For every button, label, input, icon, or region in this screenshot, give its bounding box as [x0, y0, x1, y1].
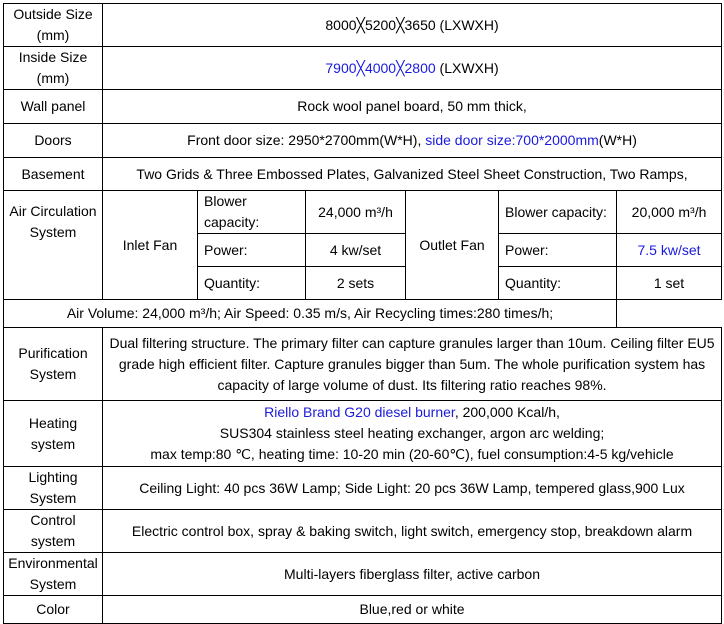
- color-label: Color: [4, 596, 103, 624]
- wall-panel-value: Rock wool panel board, 50 mm thick,: [103, 90, 722, 124]
- row-color: [4, 596, 722, 624]
- row-environmental: [4, 553, 722, 596]
- purification-value: Dual filtering structure. The primary filter can capture granules larger than 10um. Ceiling filter EU5 grade high efficient filter. Capture granules bigger than 5um. The whole purification system has capacity of large volume of dust. Its filtering ratio reaches 98%.: [103, 328, 722, 401]
- doors-value: [103, 124, 722, 158]
- outlet-blower-key: Blower capacity:: [499, 191, 617, 234]
- row-basement: [4, 158, 722, 191]
- outlet-quantity-value: 1 set: [617, 267, 722, 300]
- spec-table: [3, 3, 722, 624]
- inlet-power-key: Power:: [198, 234, 306, 267]
- row-outside-size: [4, 4, 722, 47]
- row-heating: [4, 401, 722, 467]
- air-row-summary: [4, 300, 722, 328]
- inlet-blower-value: 24,000 m³/h: [306, 191, 406, 234]
- row-purification: [4, 328, 722, 401]
- inside-size-rest: (LXWXH): [435, 59, 499, 76]
- environmental-label: Environmental System: [4, 553, 103, 596]
- outlet-fan-label: Outlet Fan: [406, 191, 499, 300]
- air-summary: Air Volume: 24,000 m³/h; Air Speed: 0.35 m/s, Air Recycling times:280 times/h;: [4, 300, 617, 328]
- basement-value: Two Grids & Three Embossed Plates, Galvanized Steel Sheet Construction, Two Ramps,: [103, 158, 722, 191]
- control-label: Control system: [4, 510, 103, 553]
- heating-line-3: max temp:80 ℃, heating time: 10-20 min (20-60℃), fuel consumption:4-5 kg/vehicle: [150, 446, 674, 462]
- outlet-quantity-key: Quantity:: [499, 267, 617, 300]
- outside-size-label: Outside Size (mm): [4, 4, 103, 47]
- inside-size-label: Inside Size (mm): [4, 47, 103, 90]
- row-inside-size: [4, 47, 722, 90]
- inlet-quantity-key: Quantity:: [198, 267, 306, 300]
- heating-value: [103, 401, 722, 467]
- environmental-value: Multi-layers fiberglass filter, active carbon: [103, 553, 722, 596]
- inlet-blower-key: Blower capacity:: [198, 191, 306, 234]
- control-value: Electric control box, spray & baking switch, light switch, emergency stop, breakdown alarm: [103, 510, 722, 553]
- inside-size-highlight: 7900╳4000╳2800: [325, 59, 436, 76]
- row-lighting: [4, 467, 722, 510]
- row-wall-panel: [4, 90, 722, 124]
- heating-line-1: [107, 402, 717, 423]
- basement-label: Basement: [4, 158, 103, 191]
- doors-part1: Front door size: 2950*2700mm(W*H),: [187, 132, 426, 148]
- row-doors: [4, 124, 722, 158]
- inlet-fan-label: Inlet Fan: [103, 191, 198, 300]
- heating-label: Heating system: [4, 401, 103, 467]
- row-control: [4, 510, 722, 553]
- inside-size-value: [103, 47, 722, 90]
- lighting-value: Ceiling Light: 40 pcs 36W Lamp; Side Light: 20 pcs 36W Lamp, tempered glass,900 Lux: [103, 467, 722, 510]
- inlet-power-value: 4 kw/set: [306, 234, 406, 267]
- outlet-power-value: 7.5 kw/set: [617, 234, 722, 267]
- air-circulation-label: Air Circulation System: [4, 191, 103, 300]
- inlet-quantity-value: 2 sets: [306, 267, 406, 300]
- air-row-1: [4, 191, 722, 234]
- doors-highlight: side door size:700*2000mm: [425, 132, 599, 148]
- wall-panel-label: Wall panel: [4, 90, 103, 124]
- outlet-blower-value: 20,000 m³/h: [617, 191, 722, 234]
- purification-label: Purification System: [4, 328, 103, 401]
- outside-size-value: 8000╳5200╳3650 (LXWXH): [103, 4, 722, 47]
- outlet-power-key: Power:: [499, 234, 617, 267]
- lighting-label: Lighting System: [4, 467, 103, 510]
- color-value: Blue,red or white: [103, 596, 722, 624]
- heating-burner: Riello Brand G20 diesel burner: [264, 404, 455, 420]
- heating-line-2: SUS304 stainless steel heating exchanger, argon arc welding;: [219, 425, 605, 441]
- doors-label: Doors: [4, 124, 103, 158]
- heating-capacity: , 200,000 Kcal/h,: [454, 404, 560, 420]
- doors-part2: (W*H): [598, 132, 637, 148]
